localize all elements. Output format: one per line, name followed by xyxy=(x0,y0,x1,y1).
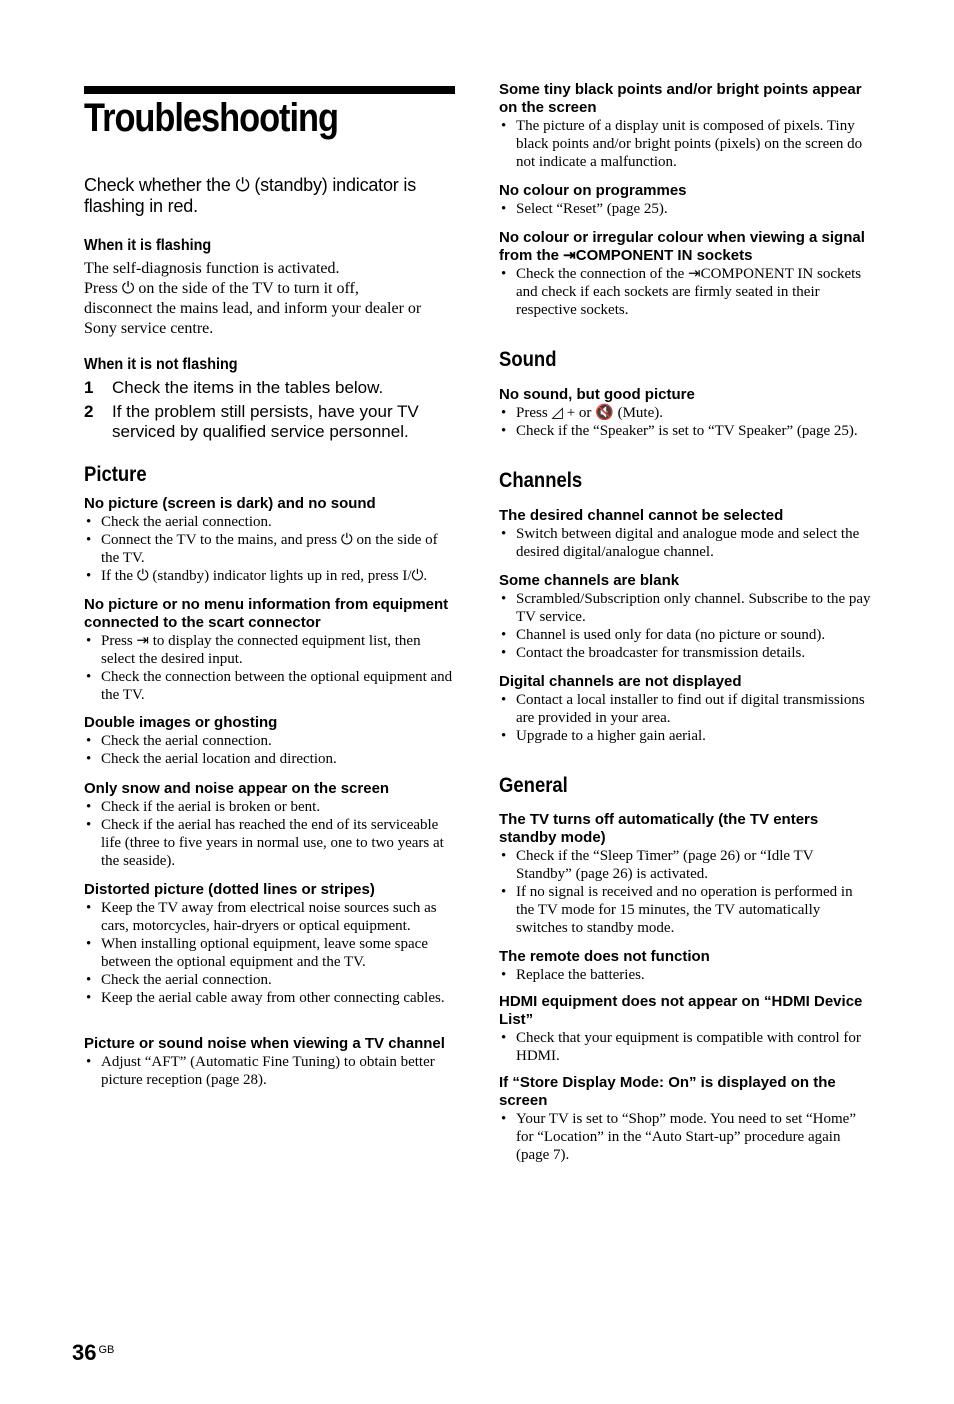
bullet-item: • Check if the aerial is broken or bent. xyxy=(84,798,456,816)
bullet-list xyxy=(499,265,871,319)
bullet-item: • Upgrade to a higher gain aerial. xyxy=(499,727,871,745)
item-title: No colour or irregular colour when viewing a signal from the ⇥COMPONENT IN sockets xyxy=(499,229,865,264)
bullet-list xyxy=(84,899,456,1007)
bullet-item: • Contact a local installer to find out if digital transmissions are provided in your area. xyxy=(499,691,871,727)
bullet-item: • Channel is used only for data (no picture or sound). xyxy=(499,626,871,644)
general-item xyxy=(499,948,871,984)
step-text: Check the items in the tables below. xyxy=(112,378,384,397)
page-language: GB xyxy=(98,1344,115,1356)
flashing-section xyxy=(84,237,456,339)
page-number xyxy=(72,1340,114,1366)
bullet-item: • Replace the batteries. xyxy=(499,966,871,984)
bullet-list xyxy=(84,513,456,585)
bullet-item: • Press ⇥ to display the connected equipment list, then select the desired input. xyxy=(84,632,456,668)
general-heading: General xyxy=(499,774,568,797)
bullet-list xyxy=(499,525,871,561)
bullet-item: • Check the aerial connection. xyxy=(84,971,456,989)
picture-section xyxy=(84,463,456,497)
bullet-item: • The picture of a display unit is composed of pixels. Tiny black points and/or bright points (pixels) on the screen do not indicate a malfunction. xyxy=(499,117,871,171)
bullet-list xyxy=(84,798,456,870)
not-flashing-section xyxy=(84,356,456,446)
bullet-item: • Switch between digital and analogue mode and select the desired digital/analogue channel. xyxy=(499,525,871,561)
item-title: No picture or no menu information from equipment connected to the scart connector xyxy=(84,596,449,631)
step-number: 1 xyxy=(84,378,94,397)
bullet-list xyxy=(499,691,871,745)
page-number-value: 36 xyxy=(72,1340,97,1365)
sound-heading: Sound xyxy=(499,348,557,371)
bullet-list xyxy=(499,1029,871,1065)
bullet-item: • If the ⏻ (standby) indicator lights up in red, press I/⏻. xyxy=(84,567,456,585)
item-title: If “Store Display Mode: On” is displayed on the screen xyxy=(499,1074,836,1109)
channels-heading: Channels xyxy=(499,469,583,492)
bullet-item: • Check if the aerial has reached the end of its serviceable life (three to five years in normal use, one to two years at the seaside). xyxy=(84,816,456,870)
item-title: Distorted picture (dotted lines or stripes) xyxy=(84,881,375,898)
item-title: The desired channel cannot be selected xyxy=(499,507,784,524)
bullet-item: • Contact the broadcaster for transmission details. xyxy=(499,644,871,662)
general-item xyxy=(499,811,871,937)
bullet-list xyxy=(499,117,871,171)
picture-item xyxy=(499,81,871,171)
steps-list xyxy=(84,378,456,442)
picture-item xyxy=(84,495,456,585)
bullet-item: • Scrambled/Subscription only channel. Subscribe to the pay TV service. xyxy=(499,590,871,626)
channels-section xyxy=(499,469,871,503)
picture-item xyxy=(499,229,871,319)
picture-item xyxy=(84,596,456,704)
bullet-item: • Adjust “AFT” (Automatic Fine Tuning) to obtain better picture reception (page 28). xyxy=(84,1053,456,1089)
bullet-list xyxy=(499,200,871,218)
item-title: Double images or ghosting xyxy=(84,714,278,731)
step-item xyxy=(84,378,456,398)
bullet-item: • Select “Reset” (page 25). xyxy=(499,200,871,218)
bullet-list xyxy=(499,847,871,937)
picture-item xyxy=(84,881,456,1007)
bullet-item: • Check that your equipment is compatible with control for HDMI. xyxy=(499,1029,871,1065)
bullet-item: • Keep the aerial cable away from other connecting cables. xyxy=(84,989,456,1007)
item-title: Some tiny black points and/or bright points appear on the screen xyxy=(499,81,862,116)
bullet-list xyxy=(84,1053,456,1089)
item-title: The TV turns off automatically (the TV enters standby mode) xyxy=(499,811,819,846)
picture-heading: Picture xyxy=(84,463,147,486)
general-item xyxy=(499,993,871,1065)
flashing-line: The self-diagnosis function is activated. xyxy=(84,260,340,277)
bullet-list xyxy=(499,404,871,440)
sound-item xyxy=(499,386,871,440)
bullet-list xyxy=(84,732,456,768)
bullet-item: • Connect the TV to the mains, and press ⏻ on the side of the TV. xyxy=(84,531,456,567)
item-title: Some channels are blank xyxy=(499,572,680,589)
item-title: Only snow and noise appear on the screen xyxy=(84,780,390,797)
picture-item xyxy=(84,1035,456,1089)
bullet-list xyxy=(499,966,871,984)
step-item xyxy=(84,402,456,442)
not-flashing-heading: When it is not flashing xyxy=(84,356,238,373)
item-title: Picture or sound noise when viewing a TV channel xyxy=(84,1035,445,1052)
page-title: Troubleshooting xyxy=(84,96,338,140)
channels-item xyxy=(499,507,871,561)
bullet-item: • Check the aerial connection. xyxy=(84,732,456,750)
channels-item xyxy=(499,673,871,745)
step-text: If the problem still persists, have your TV serviced by qualified service personnel. xyxy=(112,402,419,441)
bullet-item: • Check if the “Speaker” is set to “TV Speaker” (page 25). xyxy=(499,422,871,440)
bullet-list xyxy=(84,632,456,704)
bullet-item: • Your TV is set to “Shop” mode. You need to set “Home” for “Location” in the “Auto Start-up” procedure again (page 7). xyxy=(499,1110,871,1164)
flashing-line: Press ⏻ on the side of the TV to turn it off, xyxy=(84,280,359,297)
bullet-item: • When installing optional equipment, leave some space between the optional equipment and the TV. xyxy=(84,935,456,971)
item-title: Digital channels are not displayed xyxy=(499,673,742,690)
item-title: No colour on programmes xyxy=(499,182,687,199)
bullet-item: • Check the connection of the ⇥COMPONENT IN sockets and check if each sockets are firmly seated in their respective sockets. xyxy=(499,265,871,319)
bullet-item: • Check the aerial connection. xyxy=(84,513,456,531)
item-title: The remote does not function xyxy=(499,948,710,965)
intro-text: Check whether the ⏻ (standby) indicator is flashing in red. xyxy=(84,175,416,216)
flashing-line: disconnect the mains lead, and inform your dealer or xyxy=(84,300,422,317)
sound-section xyxy=(499,348,871,382)
picture-item xyxy=(499,182,871,218)
general-item xyxy=(499,1074,871,1164)
bullet-item: • Check if the “Sleep Timer” (page 26) or “Idle TV Standby” (page 26) is activated. xyxy=(499,847,871,883)
item-title: HDMI equipment does not appear on “HDMI Device List” xyxy=(499,993,863,1028)
bullet-item: • Check the connection between the optional equipment and the TV. xyxy=(84,668,456,704)
channels-item xyxy=(499,572,871,662)
title-rule xyxy=(84,86,455,94)
picture-item xyxy=(84,780,456,870)
general-section xyxy=(499,774,871,808)
flashing-heading: When it is flashing xyxy=(84,237,212,254)
bullet-list xyxy=(499,590,871,662)
bullet-item: • Press ◿ + or 🔇 (Mute). xyxy=(499,404,871,422)
bullet-list xyxy=(499,1110,871,1164)
bullet-item: • Keep the TV away from electrical noise sources such as cars, motorcycles, hair-dryers or optical equipment. xyxy=(84,899,456,935)
bullet-item: • If no signal is received and no operation is performed in the TV mode for 15 minutes, the TV automatically switches to standby mode. xyxy=(499,883,871,937)
flashing-line: Sony service centre. xyxy=(84,320,214,337)
picture-item xyxy=(84,714,456,768)
item-title: No picture (screen is dark) and no sound xyxy=(84,495,376,512)
item-title: No sound, but good picture xyxy=(499,386,695,403)
step-number: 2 xyxy=(84,402,94,421)
bullet-item: • Check the aerial location and direction. xyxy=(84,750,456,768)
